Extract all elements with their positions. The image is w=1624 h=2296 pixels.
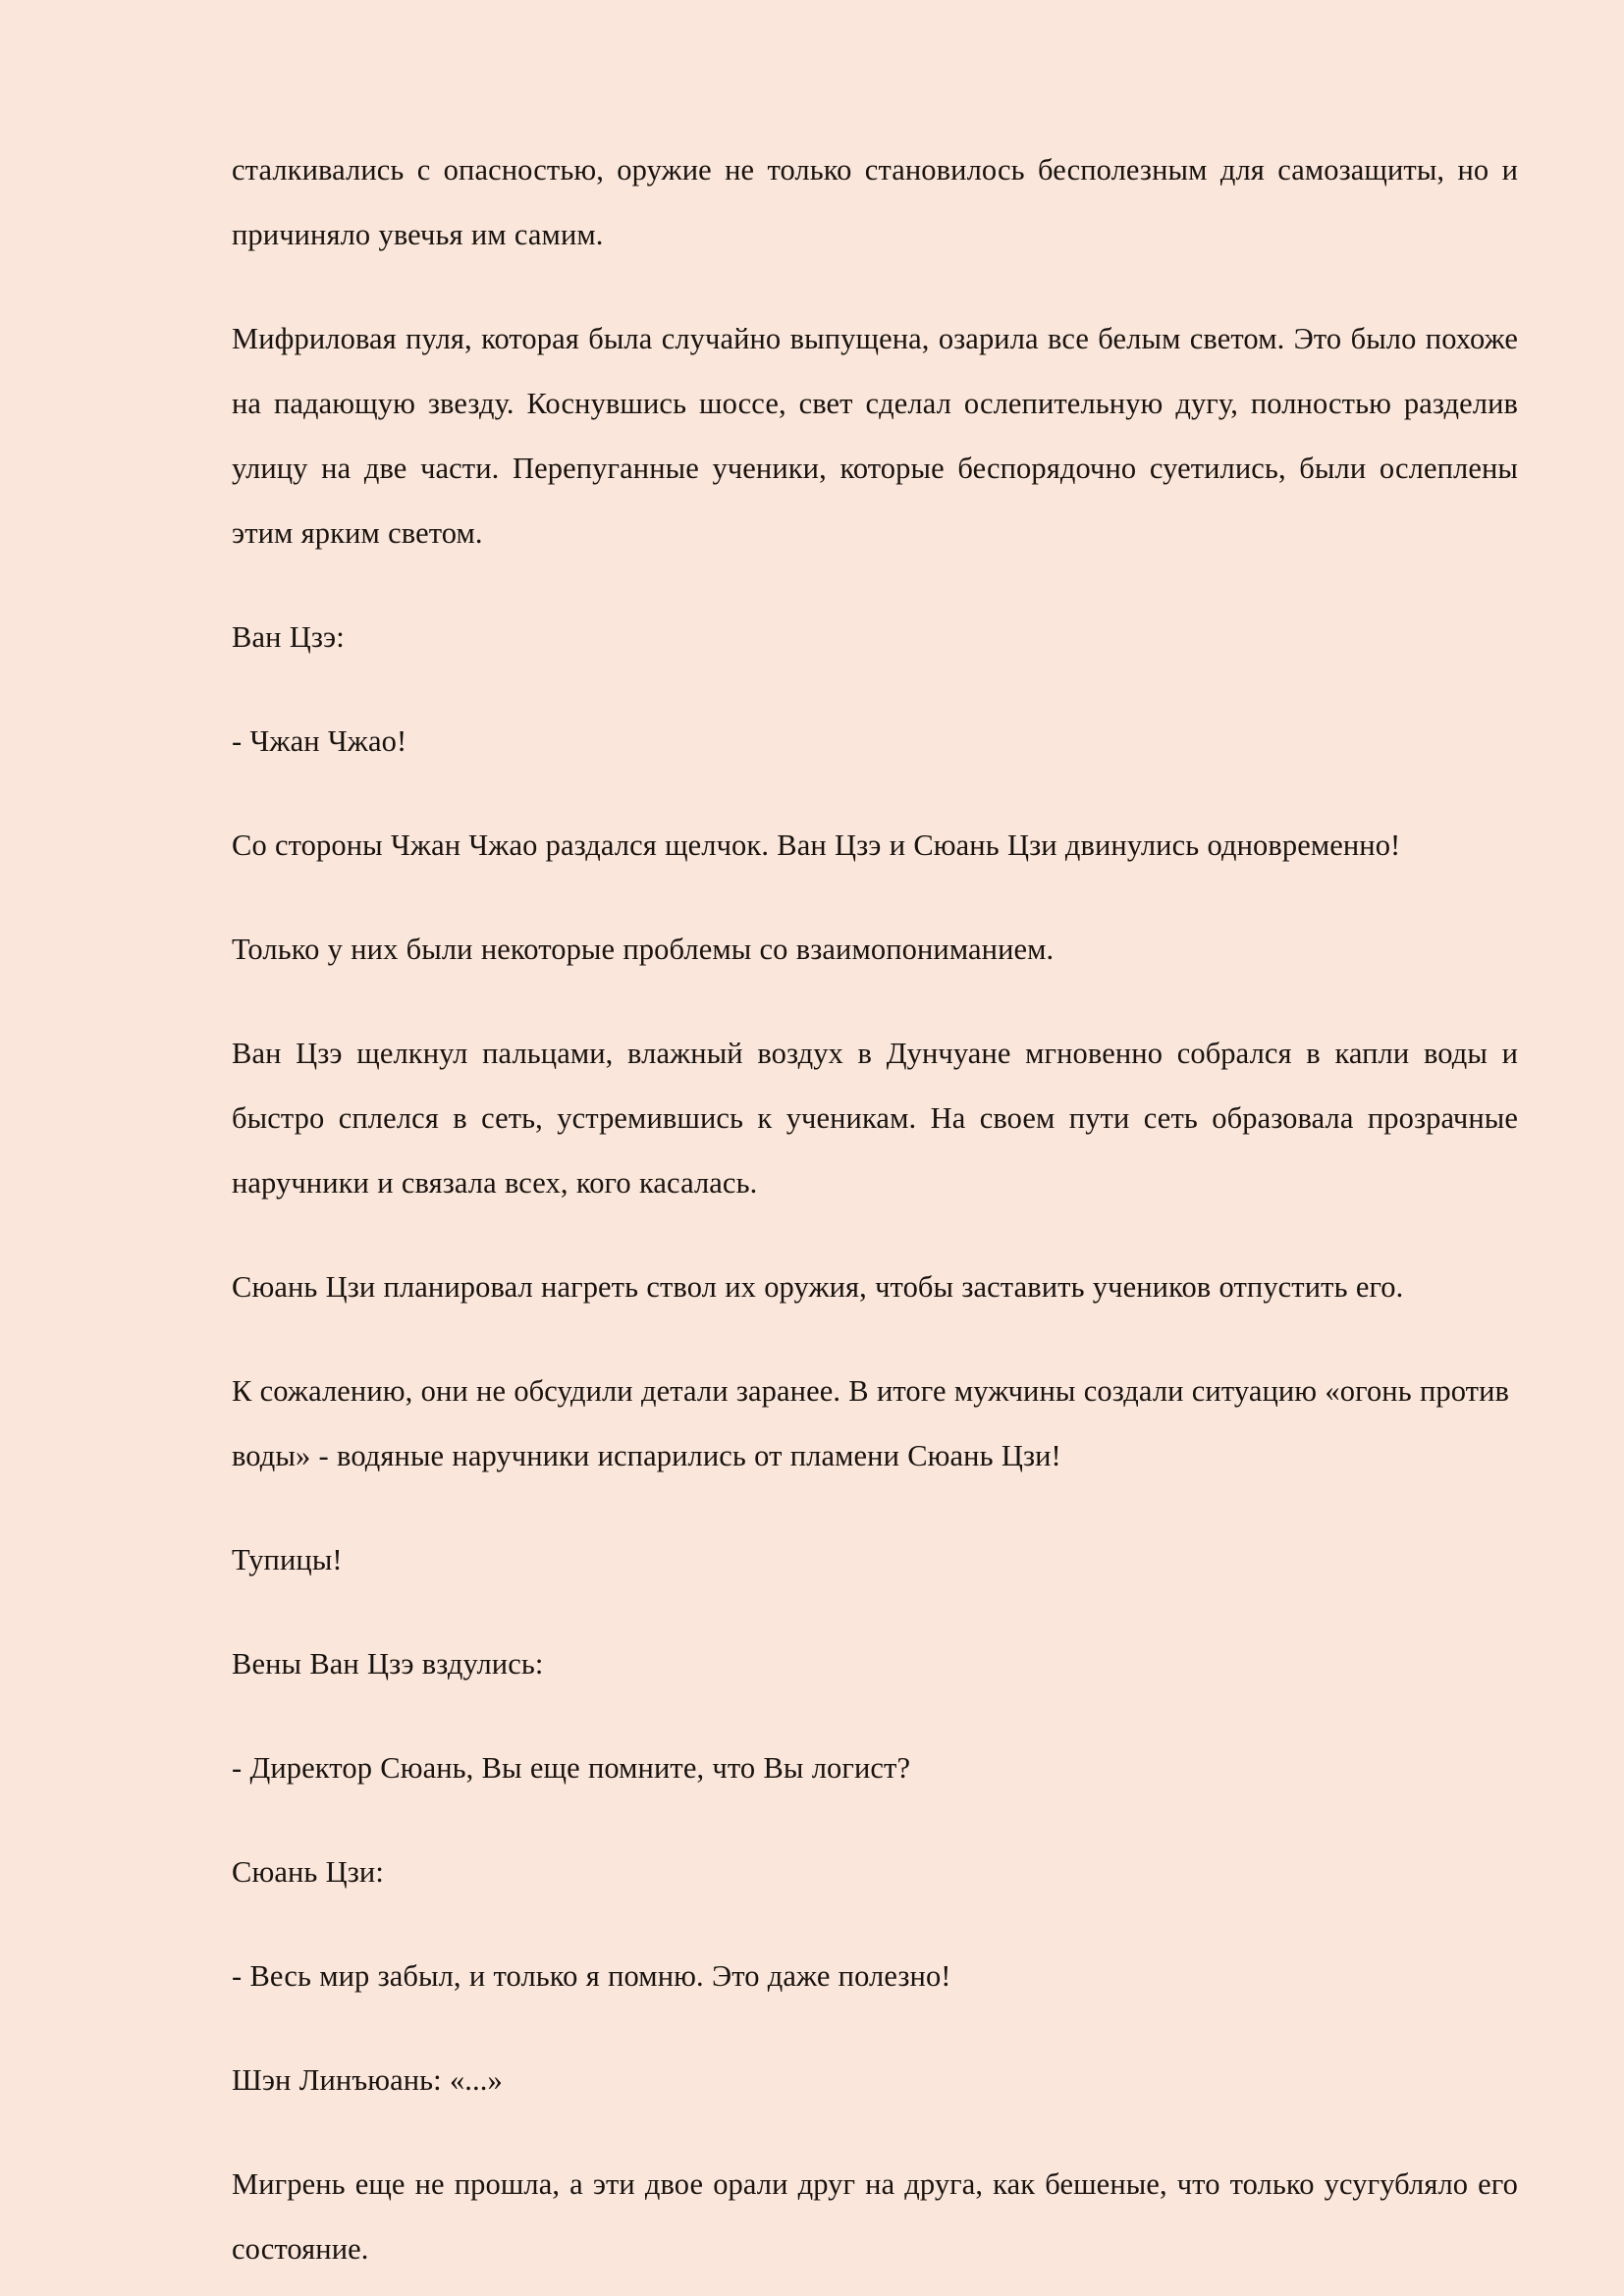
dialogue-line: - Чжан Чжао! [232, 724, 407, 758]
paragraph: сталкивались с опасностью, оружие не только становилось бесполезным для самозащиты, но и причиняло увечья им самим. [232, 153, 1518, 251]
paragraph: Только у них были некоторые проблемы со взаимопониманием. [232, 933, 1055, 966]
paragraph: Мигрень еще не прошла, а эти двое орали друг на друга, как бешеные, что только усугубляло его состояние. [232, 2167, 1518, 2266]
dialogue-line: - Весь мир забыл, и только я помню. Это даже полезно! [232, 1959, 951, 1993]
speaker-label: Ван Цзэ: [232, 620, 345, 654]
paragraph: Со стороны Чжан Чжао раздался щелчок. Ван Цзэ и Сюань Цзи двинулись одновременно! [232, 828, 1401, 862]
dialogue-line: Шэн Линъюань: «...» [232, 2063, 503, 2097]
paragraph: Ван Цзэ щелкнул пальцами, влажный воздух в Дунчуане мгновенно собрался в капли воды и быстро сплелся в сеть, устремившись к ученикам. На своем пути сеть образовала прозрачные наручники и связала всех, кого касалась. [232, 1037, 1518, 1200]
paragraph: Мифриловая пуля, которая была случайно выпущена, озарила все белым светом. Это было похоже на падающую звезду. Коснувшись шоссе, свет сделал ослепительную дугу, полностью разделив улицу на две части. Перепуганные ученики, которые беспорядочно суетились, были ослеплены этим ярким светом. [232, 322, 1518, 550]
speaker-label: Сюань Цзи: [232, 1855, 384, 1889]
paragraph: Тупицы! [232, 1543, 343, 1576]
speaker-label: Вены Ван Цзэ вздулись: [232, 1647, 544, 1681]
paragraph: Сюань Цзи планировал нагреть ствол их оружия, чтобы заставить учеников отпустить его. [232, 1270, 1404, 1304]
text-column [232, 137, 1518, 2281]
dialogue-line: - Директор Сюань, Вы еще помните, что Вы логист? [232, 1751, 911, 1785]
paragraph: К сожалению, они не обсудили детали заранее. В итоге мужчины создали ситуацию «огонь против воды» - водяные наручники испарились от пламени Сюань Цзи! [232, 1374, 1510, 1472]
